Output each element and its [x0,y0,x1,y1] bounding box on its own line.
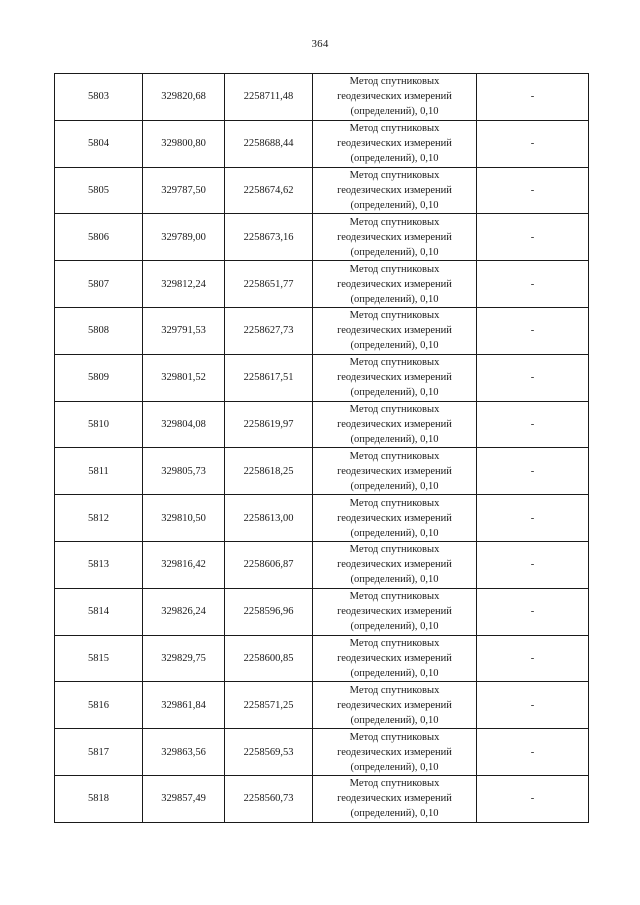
method-text-line1: Метод спутниковых [349,263,440,275]
point-number-cell: 5812 [55,495,143,542]
method-cell [313,682,477,729]
method-text-line3: (определений), 0,10 [350,621,439,633]
y-coordinate-cell: 2258560,73 [225,775,313,822]
method-text-line2: геодезических измерений [337,512,452,524]
method-text-line3: (определений), 0,10 [350,714,439,726]
y-coordinate-cell: 2258627,73 [225,307,313,354]
x-coordinate-cell: 329810,50 [143,495,225,542]
y-coordinate-cell: 2258651,77 [225,261,313,308]
point-number-cell: 5816 [55,682,143,729]
y-coordinate-cell: 2258711,48 [225,74,313,121]
y-coordinate-cell: 2258619,97 [225,401,313,448]
method-text-line2: геодезических измерений [337,652,452,664]
point-number-cell: 5805 [55,167,143,214]
method-text-line3: (определений), 0,10 [350,199,439,211]
method-cell [313,214,477,261]
table-row [55,682,589,729]
dash-cell: - [477,775,589,822]
method-text-line2: геодезических измерений [337,699,452,711]
dash-cell: - [477,167,589,214]
method-text-line1: Метод спутниковых [349,403,440,415]
method-text-line3: (определений), 0,10 [350,246,439,258]
method-text-line3: (определений), 0,10 [350,340,439,352]
dash-cell: - [477,682,589,729]
method-text-line2: геодезических измерений [337,325,452,337]
dash-cell: - [477,354,589,401]
x-coordinate-cell: 329826,24 [143,588,225,635]
method-text-line1: Метод спутниковых [349,731,440,743]
dash-cell: - [477,74,589,121]
method-text-line2: геодезических измерений [337,91,452,103]
table-row [55,635,589,682]
point-number-cell: 5806 [55,214,143,261]
method-text-line1: Метод спутниковых [349,778,440,790]
point-number-cell: 5815 [55,635,143,682]
table-row [55,307,589,354]
point-number-cell: 5807 [55,261,143,308]
method-text-line1: Метод спутниковых [349,169,440,181]
table-row [55,261,589,308]
table-row [55,74,589,121]
method-text-line2: геодезических измерений [337,184,452,196]
method-text-line3: (определений), 0,10 [350,808,439,820]
method-cell [313,448,477,495]
x-coordinate-cell: 329812,24 [143,261,225,308]
dash-cell: - [477,588,589,635]
method-cell [313,635,477,682]
point-number-cell: 5803 [55,74,143,121]
dash-cell: - [477,495,589,542]
y-coordinate-cell: 2258673,16 [225,214,313,261]
method-text-line2: геодезических измерений [337,372,452,384]
point-number-cell: 5813 [55,541,143,588]
point-number-cell: 5814 [55,588,143,635]
y-coordinate-cell: 2258674,62 [225,167,313,214]
method-text-line1: Метод спутниковых [349,310,440,322]
method-text-line3: (определений), 0,10 [350,574,439,586]
method-text-line2: геодезических измерений [337,559,452,571]
dash-cell: - [477,120,589,167]
x-coordinate-cell: 329816,42 [143,541,225,588]
method-text-line1: Метод спутниковых [349,497,440,509]
y-coordinate-cell: 2258571,25 [225,682,313,729]
method-text-line2: геодезических измерений [337,418,452,430]
y-coordinate-cell: 2258600,85 [225,635,313,682]
method-cell [313,354,477,401]
dash-cell: - [477,729,589,776]
coordinates-table-body [55,74,589,823]
y-coordinate-cell: 2258569,53 [225,729,313,776]
point-number-cell: 5804 [55,120,143,167]
table-row [55,495,589,542]
coordinates-table [54,73,589,823]
method-text-line2: геодезических измерений [337,138,452,150]
point-number-cell: 5811 [55,448,143,495]
x-coordinate-cell: 329801,52 [143,354,225,401]
method-text-line1: Метод спутниковых [349,123,440,135]
method-cell [313,588,477,635]
dash-cell: - [477,307,589,354]
method-cell [313,307,477,354]
y-coordinate-cell: 2258617,51 [225,354,313,401]
method-cell [313,775,477,822]
x-coordinate-cell: 329820,68 [143,74,225,121]
method-text-line2: геодезических измерений [337,746,452,758]
method-cell [313,729,477,776]
table-row [55,541,589,588]
method-text-line2: геодезических измерений [337,606,452,618]
method-cell [313,541,477,588]
table-row [55,729,589,776]
method-text-line3: (определений), 0,10 [350,761,439,773]
x-coordinate-cell: 329805,73 [143,448,225,495]
table-row [55,354,589,401]
dash-cell: - [477,261,589,308]
table-row [55,588,589,635]
y-coordinate-cell: 2258606,87 [225,541,313,588]
x-coordinate-cell: 329861,84 [143,682,225,729]
method-text-line2: геодезических измерений [337,231,452,243]
method-text-line1: Метод спутниковых [349,544,440,556]
method-cell [313,167,477,214]
dash-cell: - [477,635,589,682]
method-text-line1: Метод спутниковых [349,76,440,88]
method-text-line1: Метод спутниковых [349,637,440,649]
dash-cell: - [477,541,589,588]
table-row [55,120,589,167]
method-text-line1: Метод спутниковых [349,591,440,603]
method-text-line3: (определений), 0,10 [350,106,439,118]
method-cell [313,495,477,542]
method-cell [313,120,477,167]
method-text-line3: (определений), 0,10 [350,527,439,539]
x-coordinate-cell: 329787,50 [143,167,225,214]
x-coordinate-cell: 329800,80 [143,120,225,167]
dash-cell: - [477,214,589,261]
dash-cell: - [477,448,589,495]
method-text-line2: геодезических измерений [337,793,452,805]
method-cell [313,261,477,308]
x-coordinate-cell: 329857,49 [143,775,225,822]
method-text-line1: Метод спутниковых [349,450,440,462]
x-coordinate-cell: 329789,00 [143,214,225,261]
method-text-line3: (определений), 0,10 [350,153,439,165]
x-coordinate-cell: 329829,75 [143,635,225,682]
dash-cell: - [477,401,589,448]
method-cell [313,74,477,121]
y-coordinate-cell: 2258688,44 [225,120,313,167]
table-row [55,448,589,495]
method-text-line2: геодезических измерений [337,465,452,477]
method-text-line3: (определений), 0,10 [350,433,439,445]
x-coordinate-cell: 329863,56 [143,729,225,776]
x-coordinate-cell: 329791,53 [143,307,225,354]
table-row [55,401,589,448]
method-text-line3: (определений), 0,10 [350,387,439,399]
point-number-cell: 5817 [55,729,143,776]
y-coordinate-cell: 2258596,96 [225,588,313,635]
method-text-line3: (определений), 0,10 [350,480,439,492]
table-row [55,214,589,261]
page-number: 364 [311,38,329,50]
y-coordinate-cell: 2258613,00 [225,495,313,542]
x-coordinate-cell: 329804,08 [143,401,225,448]
method-text-line2: геодезических измерений [337,278,452,290]
point-number-cell: 5818 [55,775,143,822]
point-number-cell: 5808 [55,307,143,354]
method-cell [313,401,477,448]
method-text-line1: Метод спутниковых [349,216,440,228]
method-text-line1: Метод спутниковых [349,357,440,369]
point-number-cell: 5809 [55,354,143,401]
y-coordinate-cell: 2258618,25 [225,448,313,495]
point-number-cell: 5810 [55,401,143,448]
method-text-line3: (определений), 0,10 [350,667,439,679]
table-row [55,775,589,822]
method-text-line3: (определений), 0,10 [350,293,439,305]
method-text-line1: Метод спутниковых [349,684,440,696]
table-row [55,167,589,214]
